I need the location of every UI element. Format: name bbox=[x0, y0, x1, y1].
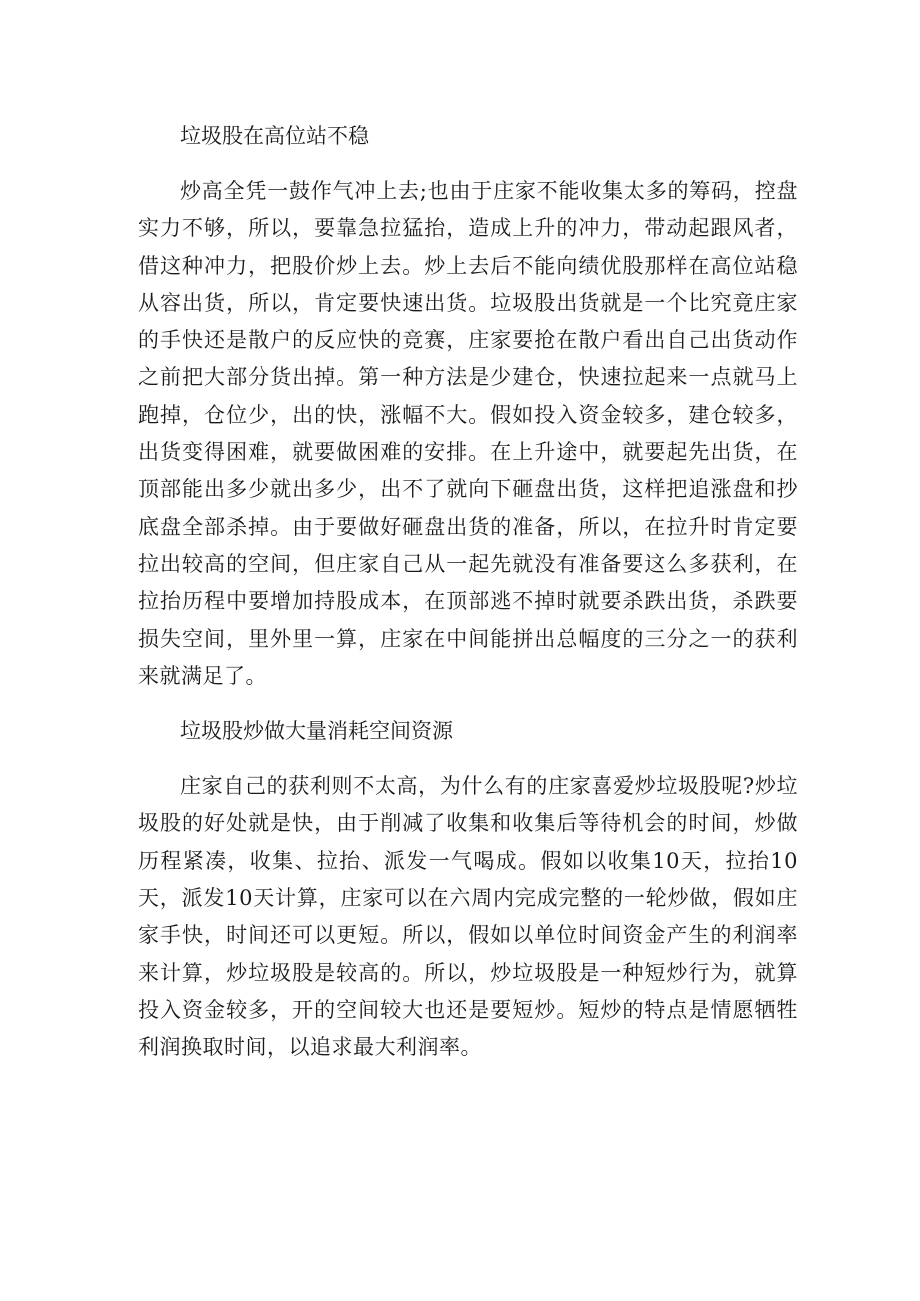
section-paragraph-2: 庄家自己的获利则不太高，为什么有的庄家喜爱炒垃圾股呢?炒垃圾股的好处就是快，由于削减了收集和收集后等待机会的时间，炒做历程紧凑，收集、拉抬、派发一气喝成。假如以收集10天，拉抬10天，派发10天计算，庄家可以在六周内完成完整的一轮炒做，假如庄家手快，时间还可以更短。所以，假如以单位时间资金产生的利润率来计算，炒垃圾股是较高的。所以，炒垃圾股是一种短炒行为，就算投入资金较多，开的空间较大也还是要短炒。短炒的特点是情愿牺牲利润换取时间，以追求最大利润率。 bbox=[138, 774, 798, 1060]
section-heading-1: 垃圾股在高位站不稳 bbox=[180, 124, 369, 148]
section-paragraph-1: 炒高全凭一鼓作气冲上去;也由于庄家不能收集太多的筹码，控盘实力不够，所以，要靠急拉猛抬，造成上升的冲力，带动起跟风者，借这种冲力，把股价炒上去。炒上去后不能向绩优股那样在高位站稳从容出货，所以，肯定要快速出货。垃圾股出货就是一个比究竟庄家的手快还是散户的反应快的竞赛，庄家要抢在散户看出自己出货动作之前把大部分货出掉。第一种方法是少建仓，快速拉起来一点就马上跑掉，仓位少，出的快，涨幅不大。假如投入资金较多，建仓较多，出货变得困难，就要做困难的安排。在上升途中，就要起先出货，在顶部能出多少就出多少，出不了就向下砸盘出货，这样把追涨盘和抄底盘全部杀掉。由于要做好砸盘出货的准备，所以，在拉升时肯定要拉出较高的空间，但庄家自己从一起先就没有准备要这么多获利，在拉抬历程中要增加持股成本，在顶部逃不掉时就要杀跌出货，杀跌要损失空间，里外里一算，庄家在中间能拼出总幅度的三分之一的获利来就满足了。 bbox=[138, 179, 798, 688]
section-heading-2: 垃圾股炒做大量消耗空间资源 bbox=[180, 719, 453, 744]
document-body bbox=[138, 118, 798, 1067]
